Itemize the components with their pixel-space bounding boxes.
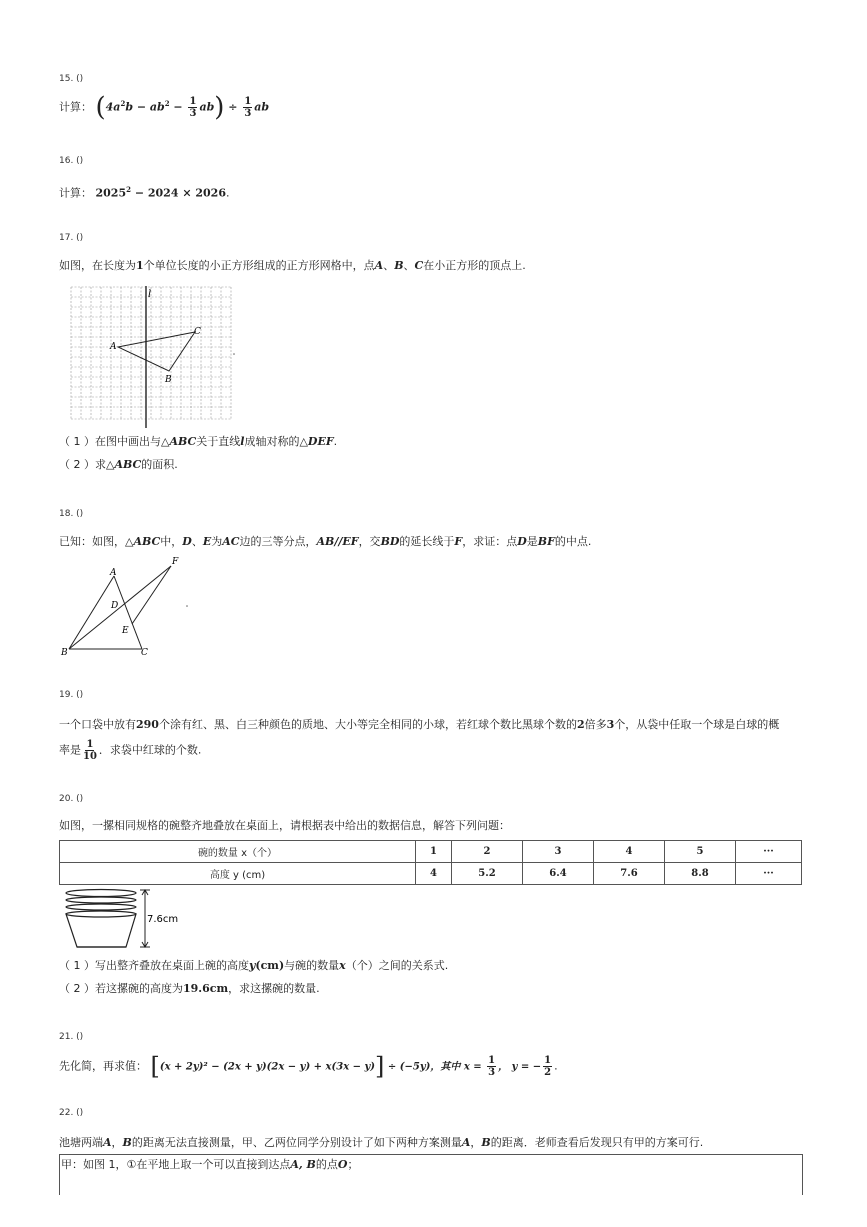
table-cell: 5 <box>665 841 736 863</box>
q21-cond-x: ，其中 x = <box>430 1061 486 1073</box>
left-bracket: [ <box>150 1052 160 1081</box>
right-bracket: ] <box>375 1052 385 1081</box>
table-cell: 5.2 <box>452 863 523 885</box>
question-16-number: 16. () <box>59 156 84 166</box>
table-cell: 1 <box>416 841 452 863</box>
question-17-part1: （ 1 ）在图中画出与△ABC关于直线l成轴对称的△DEF. <box>59 435 338 448</box>
question-21-number: 21. () <box>59 1032 84 1042</box>
q15-term-e: ab <box>254 100 270 114</box>
table-cell: 8.8 <box>665 863 736 885</box>
label-b: B <box>165 375 172 385</box>
triangle-figure-18 <box>58 554 198 660</box>
q21-x-fraction: $\frac{1}{3}$ <box>488 1055 496 1078</box>
table-row <box>60 841 802 863</box>
q21-expression: (x + 2y)² − (2x + y)(2x − y) + x(3x − y) <box>159 1061 376 1073</box>
q15-fraction <box>188 96 197 119</box>
left-paren: ( <box>95 92 106 123</box>
q15-frac2-num: 1 <box>244 96 252 108</box>
fig18-label-b: B <box>61 648 68 658</box>
question-20-part1: （ 1 ）写出整齐叠放在桌面上碗的高度y(cm)与碗的数量x（个）之间的关系式. <box>59 959 449 972</box>
question-19-line2: 率是 $\frac{1}{10}$ ．求袋中红球的个数. <box>59 739 202 762</box>
q16-suffix: . <box>225 186 230 200</box>
bowl-stack-figure <box>60 887 190 953</box>
q21-y-fraction: $\frac{1}{2}$ <box>544 1055 552 1078</box>
q16-term-a: 2025 <box>95 186 127 200</box>
table-cell: ··· <box>736 863 802 885</box>
table-cell: ··· <box>736 841 802 863</box>
question-20-stem: 如图，一摞相同规格的碗整齐地叠放在桌面上，请根据表中给出的数据信息，解答下列问题： <box>59 819 510 832</box>
label-a: A <box>110 342 117 352</box>
question-19-line1: 一个口袋中放有290个涂有红、黑、白三种颜色的质地、大小等完全相同的小球，若红球个数比黑球个数的2倍多3个，从袋中任取一个球是白球的概 <box>59 718 780 731</box>
row-header-height: 高度 y (cm) <box>60 863 416 885</box>
q15-div: ÷ <box>224 100 242 114</box>
table-cell: 4 <box>416 863 452 885</box>
q15-term-d: ab <box>199 100 215 114</box>
right-paren: ) <box>214 92 225 123</box>
fig18-label-c: C <box>141 648 148 658</box>
height-label: 7.6cm <box>147 914 179 925</box>
q21-divisor: ÷ (−5y) <box>384 1061 431 1073</box>
question-19-number: 19. () <box>59 690 84 700</box>
triangle-abc <box>118 332 195 371</box>
question-22-stem: 池塘两端A，B的距离无法直接测量，甲、乙两位同学分别设计了如下两种方案测量A，B的距离．老师查看后发现只有甲的方案可行. <box>59 1136 704 1149</box>
fig18-label-d: D <box>111 601 119 611</box>
label-c: C <box>194 327 201 337</box>
row-header-count: 碗的数量 x（个） <box>60 841 416 863</box>
question-17-stem: 如图，在长度为1个单位长度的小正方形组成的正方形网格中，点A、B、C在小正方形的顶点上. <box>59 259 526 272</box>
question-20-number: 20. () <box>59 794 84 804</box>
table-cell: 3 <box>523 841 594 863</box>
q15-term-a: 4a <box>105 100 121 114</box>
q19-fraction: $\frac{1}{10}$ <box>83 739 97 762</box>
question-15-body: 计算： ($4a^2b - ab^2$ − $\frac{1}{3}$ ab) ÷ $\frac{1}{3}$ ab <box>59 92 270 123</box>
question-16-body: 计算： $2025^2 - 2024 \times 2026$. <box>59 185 230 200</box>
table-row <box>60 863 802 885</box>
q15-minus: − <box>169 100 187 114</box>
q16-term-b: − 2024 × 2026 <box>131 186 226 200</box>
grid-figure <box>60 282 250 430</box>
table-cell: 6.4 <box>523 863 594 885</box>
question-18-stem: 已知：如图，△ABC中，D、E为AC边的三等分点，AB//EF，交BD的延长线于F，求证：点D是BF的中点. <box>59 535 592 548</box>
question-21-body: 先化简，再求值： [(x + 2y)² − (2x + y)(2x − y) + x(3x − y)] ÷ (−5y)，其中 x = $\frac{1}{3}$ ， y = − $\frac{1}{2}$ . <box>59 1052 558 1081</box>
table-cell: 2 <box>452 841 523 863</box>
q16-prefix: 计算： <box>59 186 92 200</box>
q15-frac-num: 1 <box>189 96 197 108</box>
q15-frac-den: 3 <box>189 108 197 120</box>
question-22-number: 22. () <box>59 1108 84 1118</box>
question-17-number: 17. () <box>59 233 84 243</box>
table-cell: 7.6 <box>594 863 665 885</box>
question-17-part2: （ 2 ）求△ABC的面积. <box>59 458 178 471</box>
bowl-data-table <box>59 840 802 885</box>
grid-lines <box>71 287 231 419</box>
q15-prefix: 计算： <box>59 100 92 114</box>
question-18-number: 18. () <box>59 509 84 519</box>
fig18-label-a: A <box>110 568 117 578</box>
q15-frac2-den: 3 <box>244 108 252 120</box>
plan-box-text: 甲：如图 1，①在平地上取一个可以直接到达点A, B的点O； <box>61 1158 359 1171</box>
question-15-number: 15. () <box>59 74 84 84</box>
q21-cond-y: ， y = − <box>498 1061 542 1073</box>
table-cell: 4 <box>594 841 665 863</box>
q15-fraction-2 <box>243 96 252 119</box>
fig18-label-e: E <box>122 626 129 636</box>
q15-term-b: b − ab <box>125 100 165 114</box>
question-20-part2: （ 2 ）若这摞碗的高度为19.6cm，求这摞碗的数量. <box>59 982 320 995</box>
fig18-label-f: F <box>172 557 179 567</box>
plan-box <box>59 1154 803 1195</box>
label-l: l <box>148 289 152 300</box>
